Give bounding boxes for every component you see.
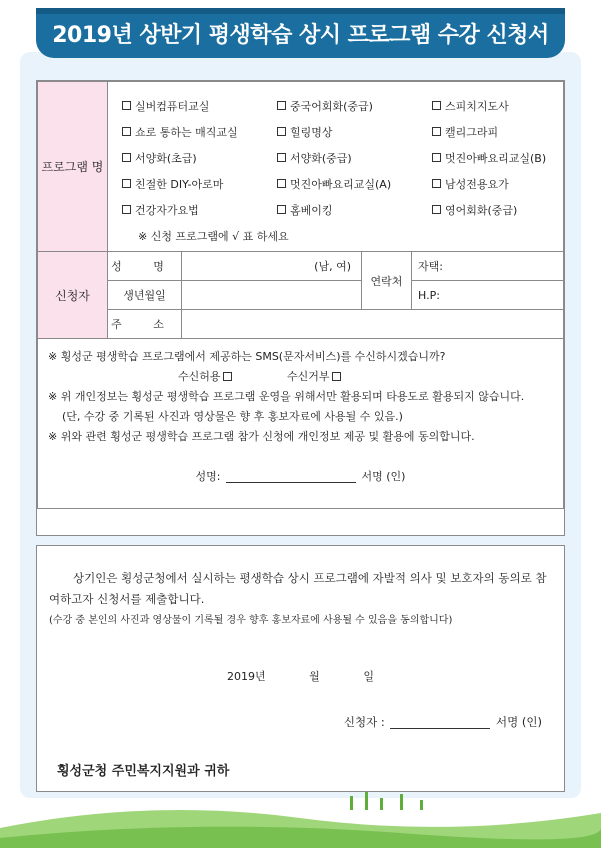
- program-option[interactable]: [277, 176, 432, 192]
- date-year: 2019년: [227, 670, 266, 683]
- program-option[interactable]: [432, 98, 552, 114]
- applicant-sign-line: [49, 714, 552, 730]
- home-phone-field[interactable]: [412, 252, 564, 281]
- program-cell: [108, 82, 564, 252]
- program-label: 프로그램 명: [38, 82, 108, 252]
- birth-label: 생년월일: [108, 281, 182, 310]
- program-option-label: 스피치지도사: [445, 99, 509, 113]
- program-option-label: 서양화(초급): [135, 151, 197, 165]
- program-checkbox[interactable]: [122, 127, 131, 136]
- name-field[interactable]: [182, 252, 362, 281]
- recipient: 횡성군청 주민복지지원과 귀하: [57, 764, 230, 779]
- page-title: 2019년 상반기 평생학습 상시 프로그램 수강 신청서: [36, 8, 565, 58]
- address-field[interactable]: [182, 310, 564, 339]
- program-checkbox[interactable]: [277, 127, 286, 136]
- program-option-label: 멋진아빠요리교실(B): [445, 151, 547, 165]
- program-option[interactable]: [432, 202, 552, 218]
- grass-hill-decoration: [0, 788, 601, 848]
- date-month: 월: [309, 670, 320, 683]
- program-option-label: 남성전용요가: [445, 177, 509, 191]
- program-checkbox[interactable]: [277, 153, 286, 162]
- program-checkbox[interactable]: [432, 127, 441, 136]
- program-checkbox[interactable]: [277, 205, 286, 214]
- program-checkbox[interactable]: [122, 101, 131, 110]
- date-day: 일: [363, 670, 374, 683]
- sms-deny-checkbox[interactable]: [332, 372, 341, 381]
- program-option[interactable]: [432, 150, 552, 166]
- mobile-phone-label: H.P:: [418, 288, 440, 302]
- program-option-label: 영어회화(중급): [445, 203, 518, 217]
- program-option[interactable]: [122, 124, 277, 140]
- declaration-text: 상기인은 횡성군청에서 실시하는 평생학습 상시 프로그램에 자발적 의사 및 보호자의 동의로 참여하고자 신청서를 제출합니다.: [49, 571, 547, 606]
- consent-sign-field[interactable]: [226, 471, 356, 483]
- program-checkbox[interactable]: [432, 179, 441, 188]
- sms-question: ※ 횡성군 평생학습 프로그램에서 제공하는 SMS(문자서비스)를 수신하시겠습니까?: [48, 350, 446, 363]
- program-option-label: 친절한 DIY-아로마: [135, 177, 224, 191]
- home-phone-label: 자택:: [418, 260, 443, 273]
- privacy-notice: ※ 위 개인정보는 횡성군 평생학습 프로그램 운영을 위해서만 활용되며 타용도로 활용되지 않습니다.: [48, 390, 525, 403]
- program-option-label: 서양화(중급): [290, 151, 352, 165]
- program-option[interactable]: [432, 176, 552, 192]
- program-option-label: 멋진아빠요리교실(A): [290, 177, 392, 191]
- applicant-sign-label: 신청자 :: [343, 715, 385, 729]
- program-option[interactable]: [277, 98, 432, 114]
- consent-section: [38, 339, 564, 509]
- program-option-label: 건강자가요법: [135, 203, 199, 217]
- application-form: [36, 80, 565, 536]
- consent-sign-label: 성명:: [195, 470, 221, 483]
- declaration-note: (수강 중 본인의 사진과 영상물이 기록될 경우 향후 홍보자료에 사용될 수 있음을 동의합니다): [49, 615, 453, 626]
- declaration-card: [36, 545, 565, 792]
- program-option[interactable]: [122, 98, 277, 114]
- program-option-label: 홈베이킹: [290, 203, 333, 217]
- program-option-label: 실버컴퓨터교실: [135, 99, 210, 113]
- program-checkbox[interactable]: [432, 153, 441, 162]
- program-option[interactable]: [277, 124, 432, 140]
- contact-label: 연락처: [362, 252, 412, 310]
- program-note: ※ 신청 프로그램에 √ 표 하세요: [138, 229, 289, 243]
- privacy-consent: ※ 위와 관련 횡성군 평생학습 프로그램 참가 신청에 개인정보 제공 및 활용에 동의합니다.: [48, 430, 475, 443]
- address-label: 주 소: [108, 310, 182, 339]
- program-checkbox[interactable]: [277, 179, 286, 188]
- program-option[interactable]: [277, 202, 432, 218]
- sms-allow-checkbox[interactable]: [223, 372, 232, 381]
- program-checkbox[interactable]: [122, 179, 131, 188]
- gender-options[interactable]: (남, 여): [314, 260, 351, 273]
- program-option[interactable]: [432, 124, 552, 140]
- program-option[interactable]: [122, 176, 277, 192]
- name-label: 성 명: [108, 252, 182, 281]
- program-option-label: 중국어회화(중급): [290, 99, 373, 113]
- program-option-label: 캘리그라피: [445, 125, 499, 139]
- privacy-note: (단, 수강 중 기록된 사진과 영상물은 향 후 홍보자료에 사용될 수 있음.): [62, 410, 403, 423]
- program-list: [108, 98, 563, 218]
- mobile-phone-field[interactable]: [412, 281, 564, 310]
- sms-deny-label: 수신거부: [287, 370, 330, 383]
- program-option-label: 쇼로 통하는 매직교실: [135, 125, 238, 139]
- program-option[interactable]: [122, 150, 277, 166]
- program-checkbox[interactable]: [122, 153, 131, 162]
- form-table: [37, 81, 564, 509]
- applicant-label: 신청자: [38, 252, 108, 339]
- program-checkbox[interactable]: [432, 205, 441, 214]
- birth-field[interactable]: [182, 281, 362, 310]
- sms-allow-label: 수신허용: [178, 370, 221, 383]
- program-option[interactable]: [277, 150, 432, 166]
- applicant-sign-suffix: 서명 (인): [496, 715, 542, 729]
- program-option-label: 힐링명상: [290, 125, 333, 139]
- program-checkbox[interactable]: [277, 101, 286, 110]
- consent-sign-suffix: 서명 (인): [361, 470, 406, 483]
- program-option[interactable]: [122, 202, 277, 218]
- applicant-sign-field[interactable]: [390, 717, 490, 729]
- program-checkbox[interactable]: [122, 205, 131, 214]
- program-checkbox[interactable]: [432, 101, 441, 110]
- date-line: [49, 668, 552, 684]
